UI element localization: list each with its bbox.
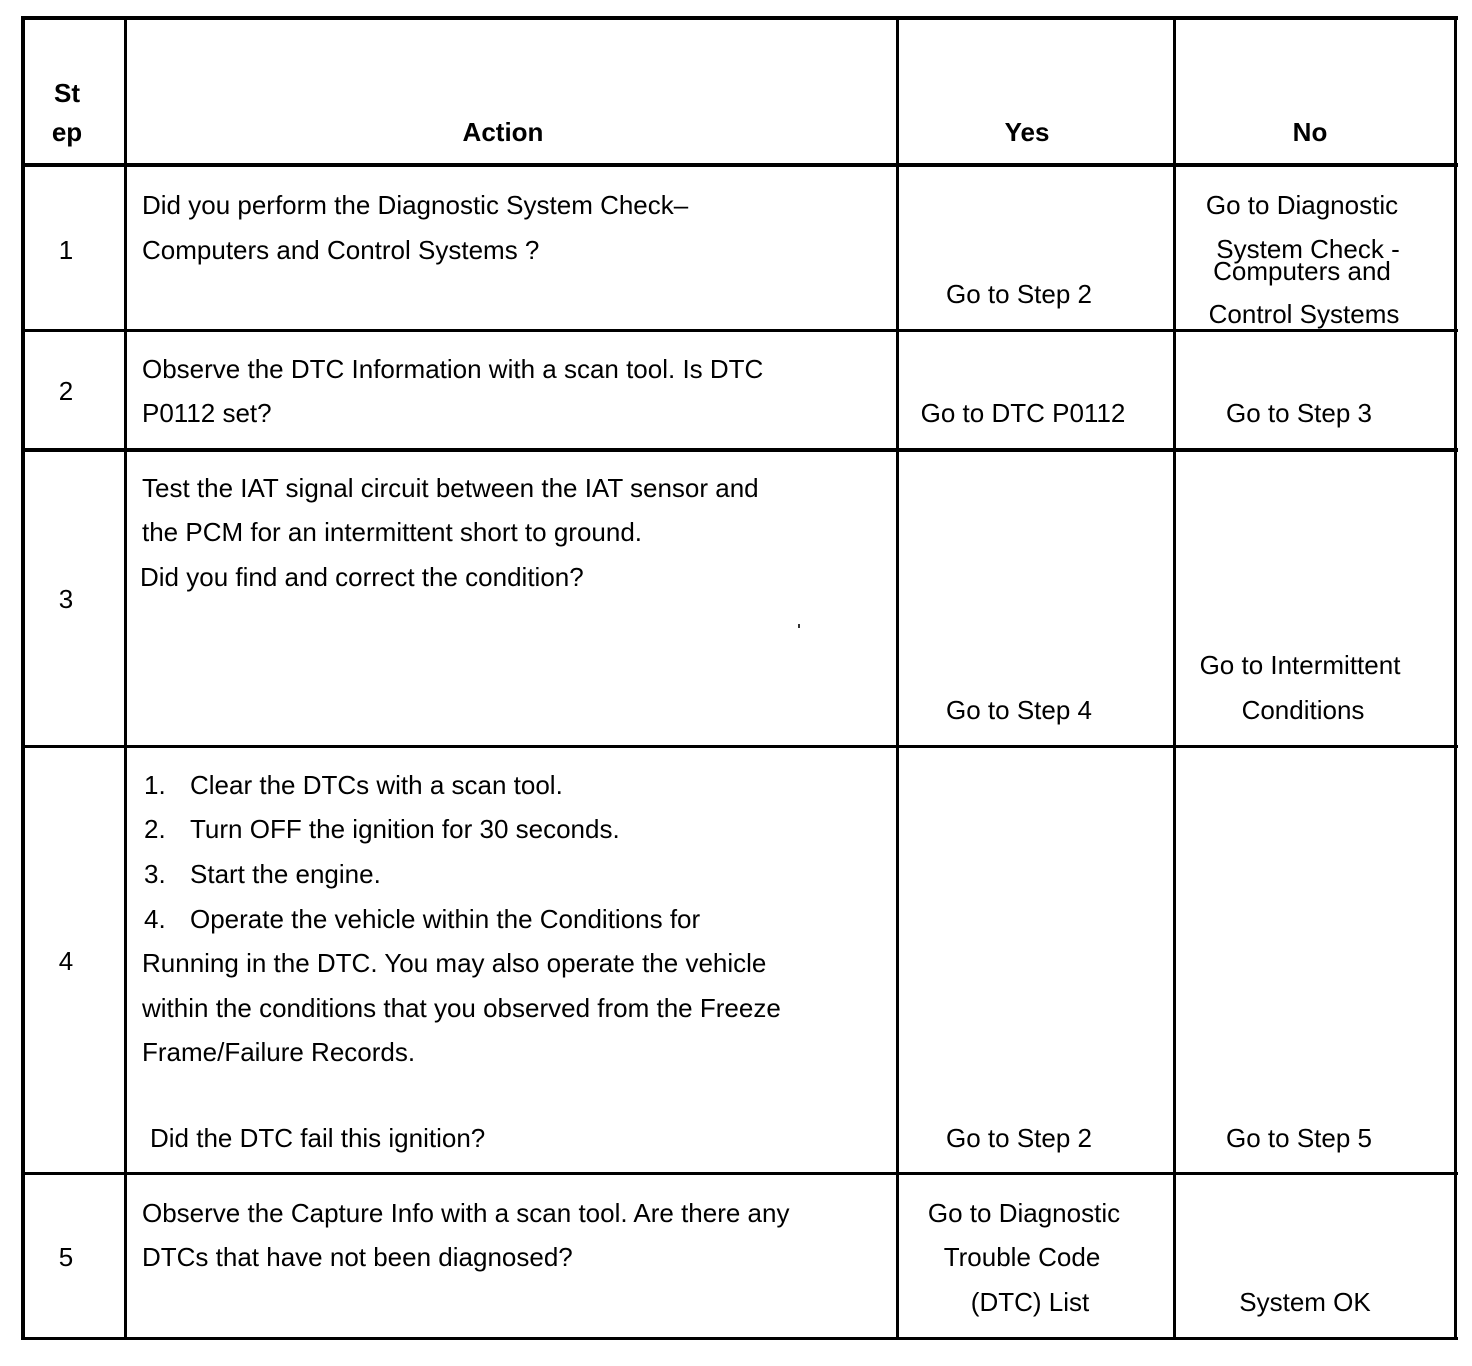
no-result: Control Systems [1208,299,1400,329]
row-divider [22,1172,1458,1175]
no-result: Go to Step 3 [1226,398,1372,428]
step-number: 3 [58,584,74,614]
action-text: P0112 set? [142,398,272,428]
header-divider [22,163,1458,167]
table-border-top [22,16,1458,20]
action-text: DTCs that have not been diagnosed? [142,1242,573,1272]
no-result: System OK [1239,1287,1371,1317]
action-text: Did you perform the Diagnostic System Check– [142,190,689,220]
header-no: No [1292,117,1328,147]
no-result: Go to Step 5 [1226,1123,1372,1153]
header-step-line2: ep [51,117,83,147]
action-text: the PCM for an intermittent short to ground. [142,517,643,547]
list-number: 1. [144,770,166,800]
action-text: Did you find and correct the condition? [140,562,584,592]
no-result: Conditions [1241,695,1365,725]
row-divider [22,745,1458,748]
step-number: 5 [58,1242,74,1272]
header-yes: Yes [1004,117,1050,147]
no-result: Go to Intermittent [1199,650,1401,680]
list-number: 2. [144,814,166,844]
yes-result: Go to Diagnostic [927,1198,1121,1228]
yes-result: (DTC) List [970,1287,1090,1317]
stray-mark [798,624,800,628]
column-divider [896,16,899,1340]
column-divider [1173,16,1176,1340]
action-text: Running in the DTC. You may also operate the vehicle [142,948,767,978]
column-divider [124,16,127,1340]
list-text: Start the engine. [190,859,381,889]
action-text: Frame/Failure Records. [142,1037,416,1067]
no-result: Computers and [1213,256,1391,286]
step-number: 4 [58,946,74,976]
action-text: Did the DTC fail this ignition? [150,1123,486,1153]
header-step-line1: St [54,78,80,108]
table-border-bottom [22,1337,1458,1340]
row-divider [22,448,1458,452]
list-text: Operate the vehicle within the Conditions for [190,904,701,934]
list-number: 4. [144,904,166,934]
yes-result: Go to Step 4 [946,695,1092,725]
action-text: Observe the Capture Info with a scan tool. Are there any [142,1198,790,1228]
action-text: Observe the DTC Information with a scan tool. Is DTC [142,354,764,384]
table-border-left [21,16,25,1340]
yes-result: Go to DTC P0112 [920,398,1126,428]
step-number: 2 [58,376,74,406]
yes-result: Go to Step 2 [946,279,1092,309]
yes-result: Trouble Code [943,1242,1101,1272]
table-border-right [1454,16,1457,1340]
list-text: Clear the DTCs with a scan tool. [190,770,563,800]
no-result: System Check - [1216,234,1400,264]
no-result: Go to Diagnostic [1205,190,1399,220]
list-text: Turn OFF the ignition for 30 seconds. [190,814,620,844]
header-action: Action [462,117,544,147]
row-divider [22,329,1458,332]
action-text: Computers and Control Systems ? [142,235,540,265]
action-text: Test the IAT signal circuit between the IAT sensor and [142,473,759,503]
list-number: 3. [144,859,166,889]
yes-result: Go to Step 2 [946,1123,1092,1153]
step-number: 1 [58,235,74,265]
action-text: within the conditions that you observed from the Freeze [142,993,781,1023]
